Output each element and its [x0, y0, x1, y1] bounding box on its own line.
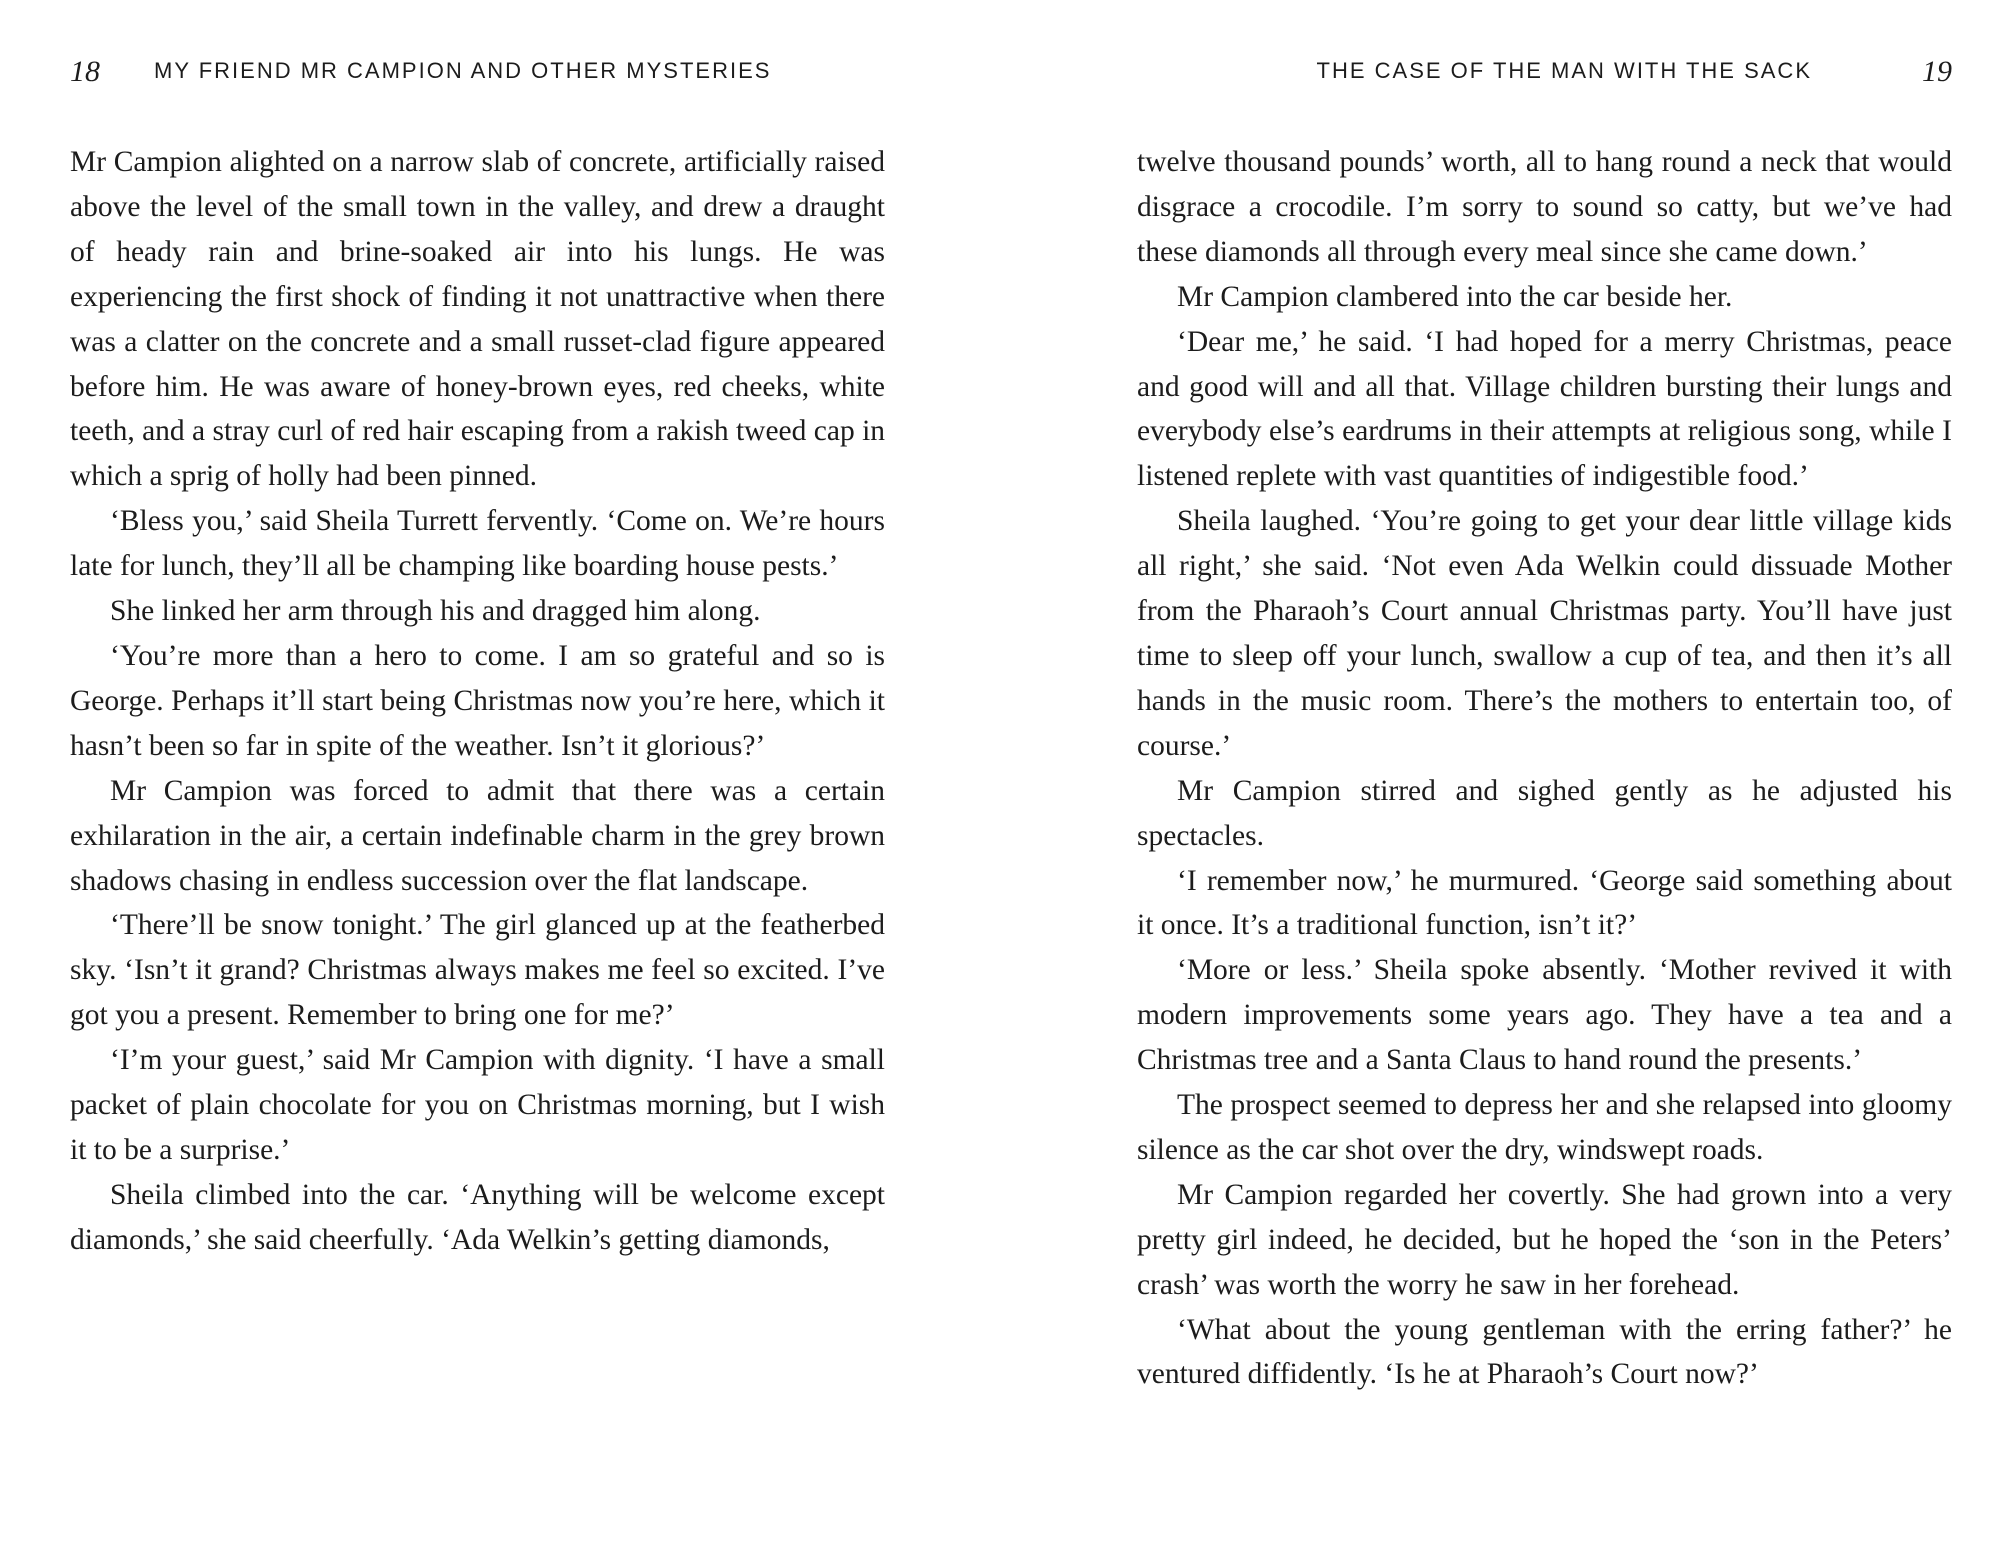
paragraph: ‘What about the young gentleman with the erring father?’ he ventured diffidently. ‘Is he at Pharaoh’s Court now?’	[1137, 1313, 1952, 1391]
left-body-text	[70, 140, 885, 1263]
paragraph: ‘I’m your guest,’ said Mr Campion with dignity. ‘I have a small packet of plain chocolate for you on Christmas morning, but I wish it to be a surprise.’	[70, 1044, 885, 1166]
right-running-head-title: THE CASE OF THE MAN WITH THE SACK	[1316, 58, 1812, 83]
paragraph: twelve thousand pounds’ worth, all to hang round a neck that would disgrace a crocodile. I’m sorry to sound so catty, but we’ve had these diamonds all through every meal since she came down.’	[1137, 146, 1952, 268]
paragraph: ‘You’re more than a hero to come. I am so grateful and so is George. Perhaps it’ll start being Christmas now you’re here, which it hasn’t been so far in spite of the weather. Isn’t it glorious?’	[70, 639, 885, 762]
paragraph: Sheila climbed into the car. ‘Anything will be welcome except diamonds,’ she said cheerfully. ‘Ada Welkin’s getting diamonds,	[70, 1178, 885, 1256]
paragraph: The prospect seemed to depress her and she relapsed into gloomy silence as the car shot over the dry, windswept roads.	[1137, 1089, 1952, 1166]
left-running-head	[70, 55, 885, 94]
paragraph: Sheila laughed. ‘You’re going to get your dear little village kids all right,’ she said. ‘Not even Ada Welkin could dissuade Mother from the Pharaoh’s Court annual Christmas party. You’ll have just time to sleep off your lunch, swallow a cup of tea, and then it’s all hands in the music room. There’s the mothers to entertain too, of course.’	[1137, 505, 1952, 762]
paragraph: Mr Campion stirred and sighed gently as he adjusted his spectacles.	[1137, 774, 1952, 852]
paragraph: ‘I remember now,’ he murmured. ‘George said something about it once. It’s a traditional function, isn’t it?’	[1137, 864, 1952, 942]
paragraph: ‘Bless you,’ said Sheila Turrett fervently. ‘Come on. We’re hours late for lunch, they’ll all be champing like boarding house pests.’	[70, 505, 885, 583]
left-page-number: 18	[70, 55, 100, 88]
paragraph: ‘Dear me,’ he said. ‘I had hoped for a merry Christmas, peace and good will and all that. Village children bursting their lungs and everybody else’s eardrums in their attempts at religious song, while I listened replete with vast quantities of indigestible food.’	[1137, 325, 1952, 493]
right-body-text	[1137, 140, 1952, 1397]
paragraph: She linked her arm through his and dragged him along.	[110, 595, 761, 628]
left-running-head-title: MY FRIEND MR CAMPION AND OTHER MYSTERIES	[154, 58, 772, 83]
paragraph: Mr Campion regarded her covertly. She had grown into a very pretty girl indeed, he decided, but he hoped the ‘son in the Peters’ crash’ was worth the worry he saw in her forehead.	[1137, 1178, 1952, 1301]
left-page	[70, 0, 885, 1555]
paragraph: Mr Campion was forced to admit that there was a certain exhilaration in the air, a certain indefinable charm in the grey brown shadows chasing in endless succession over the flat landscape.	[70, 774, 885, 897]
right-page	[1137, 0, 1952, 1555]
right-page-number: 19	[1922, 55, 1952, 88]
paragraph: ‘There’ll be snow tonight.’ The girl glanced up at the featherbed sky. ‘Isn’t it grand? Christmas always makes me feel so excited. I’ve got you a present. Remember to bring one for me?’	[70, 909, 885, 1032]
right-running-head	[1137, 55, 1952, 94]
paragraph: Mr Campion clambered into the car beside her.	[1177, 280, 1733, 313]
paragraph: ‘More or less.’ Sheila spoke absently. ‘Mother revived it with modern improvements some years ago. They have a tea and a Christmas tree and a Santa Claus to hand round the presents.’	[1137, 954, 1952, 1077]
paragraph: Mr Campion alighted on a narrow slab of concrete, artificially raised above the level of the small town in the valley, and drew a draught of heady rain and brine-soaked air into his lungs. He was experiencing the first shock of finding it not unattractive when there was a clatter on the concrete and a small russet-clad figure appeared before him. He was aware of honey-brown eyes, red cheeks, white teeth, and a stray curl of red hair escaping from a rakish tweed cap in which a sprig of holly had been pinned.	[70, 146, 886, 493]
